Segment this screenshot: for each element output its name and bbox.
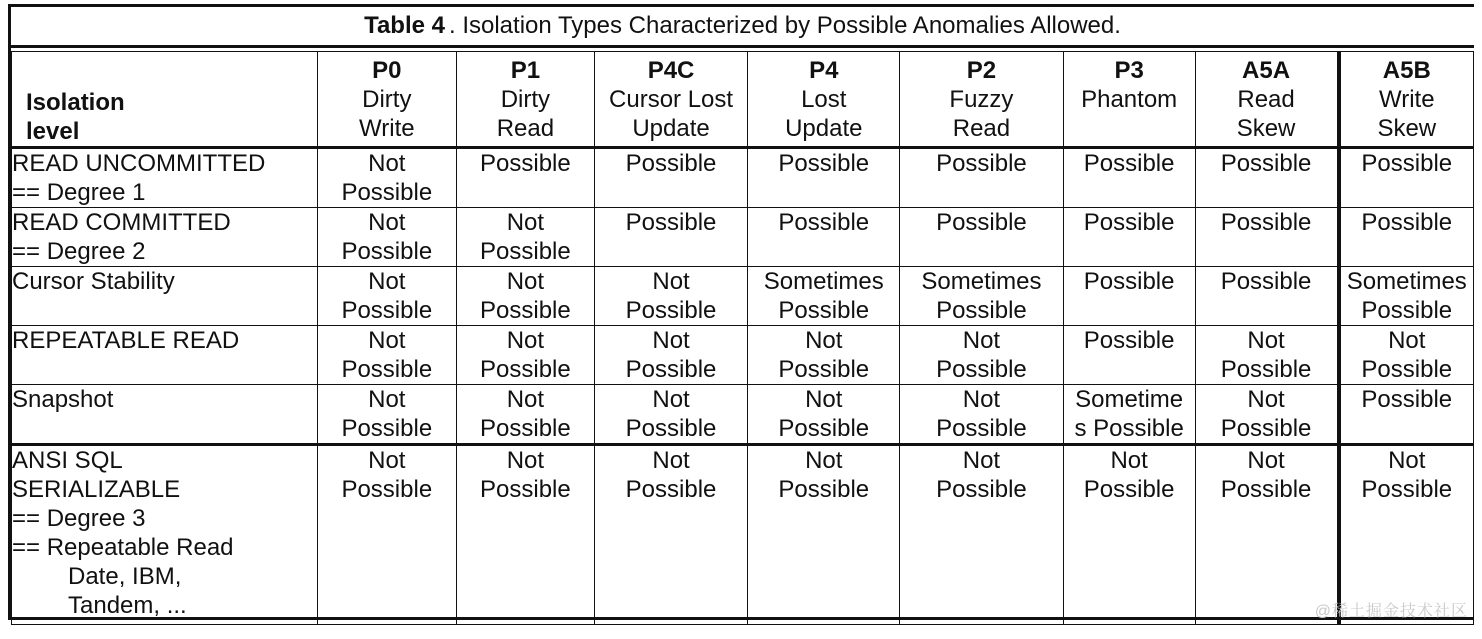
anomaly-cell-line: Not — [368, 447, 406, 474]
anomaly-cell — [1195, 148, 1339, 208]
isolation-level-cell — [12, 208, 318, 267]
anomaly-cell — [594, 445, 748, 625]
anomaly-cell — [748, 326, 900, 385]
anomaly-cell-line: Not — [1388, 447, 1426, 474]
column-header-p4c — [594, 52, 748, 148]
anomaly-cell-line: Possible — [341, 476, 433, 503]
anomaly-cell-line: Possible — [341, 297, 433, 324]
anomaly-cell-line: Not — [368, 209, 406, 236]
anomaly-cell-line: Not — [1110, 447, 1148, 474]
anomaly-cell — [1339, 267, 1474, 326]
anomaly-cell-line: Possible — [1083, 268, 1175, 295]
isolation-level-line: ANSI SQL — [12, 447, 123, 474]
anomaly-cell-line: Possible — [625, 356, 717, 383]
anomaly-cell-line: Not — [506, 209, 545, 236]
anomaly-cell-line: Possible — [936, 356, 1027, 383]
anomaly-cell-line: Not — [1247, 327, 1285, 354]
anomaly-cell — [1063, 445, 1195, 625]
anomaly-cell — [457, 445, 595, 625]
anomaly-cell — [1063, 148, 1195, 208]
anomaly-cell — [317, 385, 457, 445]
anomaly-cell — [900, 208, 1064, 267]
anomaly-cell-line: Possible — [1361, 150, 1453, 177]
anomaly-cell — [1195, 385, 1339, 445]
anomaly-cell-line: Possible — [625, 297, 717, 324]
caption-label: Table 4 — [364, 12, 445, 39]
anomaly-cell-line: Possible — [778, 150, 870, 177]
anomaly-cell-line: Sometimes — [763, 268, 884, 295]
anomaly-cell-line: Possible — [1083, 209, 1175, 236]
anomaly-cell-line: Possible — [1361, 209, 1453, 236]
anomaly-cell-line: Possible — [778, 209, 870, 236]
anomaly-cell-line: Not — [368, 327, 406, 354]
column-header-a5b — [1339, 52, 1474, 148]
column-name-line: Read — [496, 115, 555, 142]
anomaly-cell-line: Possible — [625, 150, 717, 177]
isolation-table — [11, 51, 1474, 625]
column-name-line: Dirty — [500, 86, 551, 113]
anomaly-cell-line: Not — [368, 268, 406, 295]
column-code: A5A — [1242, 57, 1291, 84]
isolation-level-cell — [12, 385, 318, 445]
anomaly-cell-line: Possible — [1361, 476, 1453, 503]
isolation-level-line: SERIALIZABLE — [12, 476, 181, 503]
header-row — [12, 52, 1474, 148]
caption-text: . Isolation Types Characterized by Possible Anomalies Allowed. — [449, 12, 1121, 39]
anomaly-cell — [1063, 326, 1195, 385]
table-row — [12, 208, 1474, 267]
anomaly-cell-line: Possible — [936, 476, 1027, 503]
anomaly-cell-line: Not — [652, 447, 690, 474]
isolation-level-line: == Repeatable Read — [12, 534, 234, 561]
anomaly-cell-line: Not — [368, 386, 406, 413]
column-name-line: Skew — [1236, 115, 1296, 142]
anomaly-cell-line: Possible — [341, 238, 433, 265]
anomaly-cell-line: Possible — [1361, 356, 1453, 383]
anomaly-cell-line: Possible — [778, 356, 870, 383]
isolation-level-cell — [12, 267, 318, 326]
anomaly-cell — [1063, 267, 1195, 326]
column-name-line: Write — [1379, 86, 1435, 113]
column-header-p2 — [900, 52, 1064, 148]
anomaly-cell — [748, 385, 900, 445]
anomaly-cell-line: Possible — [1220, 356, 1312, 383]
anomaly-cell — [457, 326, 595, 385]
column-header-a5a — [1195, 52, 1339, 148]
level-header-line: level — [26, 118, 80, 145]
anomaly-cell-line: Sometime — [1075, 386, 1184, 413]
isolation-level-line: == Degree 3 — [12, 505, 146, 532]
anomaly-cell-line: Possible — [1220, 476, 1312, 503]
anomaly-cell — [900, 326, 1064, 385]
anomaly-cell — [748, 267, 900, 326]
anomaly-cell-line: Possible — [1361, 297, 1453, 324]
anomaly-cell — [1339, 326, 1474, 385]
anomaly-cell-line: Not — [652, 268, 690, 295]
column-name-line: Cursor Lost — [609, 86, 734, 113]
anomaly-cell-line: Possible — [1220, 415, 1312, 442]
anomaly-cell — [748, 445, 900, 625]
column-header-p4 — [748, 52, 900, 148]
anomaly-cell-line: Possible — [1083, 150, 1175, 177]
anomaly-cell-line: Not — [962, 447, 1001, 474]
table-row — [12, 148, 1474, 208]
isolation-level-line: READ COMMITTED — [12, 209, 231, 236]
anomaly-cell — [1195, 326, 1339, 385]
anomaly-cell — [317, 208, 457, 267]
anomaly-cell — [1063, 385, 1195, 445]
anomaly-cell-line: Sometimes — [921, 268, 1042, 295]
isolation-level-cell — [12, 326, 318, 385]
table-row — [12, 326, 1474, 385]
anomaly-cell-line: Not — [368, 150, 406, 177]
anomaly-cell-line: Not — [1247, 447, 1285, 474]
anomaly-cell-line: s Possible — [1074, 415, 1184, 442]
anomaly-cell-line: Possible — [625, 476, 717, 503]
anomaly-cell-line: Not — [652, 386, 690, 413]
anomaly-cell — [594, 267, 748, 326]
anomaly-cell-line: Possible — [1361, 386, 1453, 413]
isolation-level-cell — [12, 445, 318, 625]
anomaly-cell-line: Possible — [1220, 150, 1312, 177]
table-row — [12, 385, 1474, 445]
column-header-p0 — [317, 52, 457, 148]
anomaly-cell-line: Possible — [936, 415, 1027, 442]
anomaly-cell-line: Possible — [341, 415, 433, 442]
anomaly-cell-line: Not — [1388, 327, 1426, 354]
anomaly-cell-line: Possible — [625, 415, 717, 442]
isolation-level-line: Snapshot — [12, 386, 114, 413]
anomaly-cell — [1195, 267, 1339, 326]
table-body — [12, 148, 1474, 625]
isolation-level-line: Tandem, ... — [68, 592, 187, 619]
isolation-level-cell — [12, 148, 318, 208]
anomaly-cell-line: Possible — [778, 297, 870, 324]
column-name-line: Update — [785, 115, 863, 142]
anomaly-cell-line: Not — [506, 268, 545, 295]
anomaly-cell — [594, 208, 748, 267]
anomaly-cell-line: Possible — [1083, 327, 1175, 354]
column-name-line: Fuzzy — [949, 86, 1014, 113]
anomaly-cell — [457, 148, 595, 208]
anomaly-cell — [900, 445, 1064, 625]
anomaly-cell-line: Possible — [778, 415, 870, 442]
column-name-line: Read — [952, 115, 1011, 142]
table-caption — [11, 7, 1474, 48]
column-code: P4 — [809, 57, 839, 84]
column-code: P3 — [1114, 57, 1144, 84]
level-header-line: Isolation — [26, 89, 125, 116]
anomaly-cell-line: Not — [805, 327, 843, 354]
anomaly-cell — [457, 385, 595, 445]
anomaly-cell-line: Possible — [936, 297, 1027, 324]
isolation-level-header — [12, 52, 318, 148]
anomaly-cell — [1339, 148, 1474, 208]
anomaly-cell — [748, 208, 900, 267]
anomaly-cell-line: Possible — [1220, 209, 1312, 236]
anomaly-cell — [748, 148, 900, 208]
anomaly-cell-line: Possible — [480, 297, 571, 324]
column-header-p1 — [457, 52, 595, 148]
column-name-line: Write — [359, 115, 415, 142]
anomaly-cell — [900, 385, 1064, 445]
anomaly-cell-line: Possible — [1083, 476, 1175, 503]
table-row — [12, 267, 1474, 326]
anomaly-cell — [594, 385, 748, 445]
isolation-level-line: READ UNCOMMITTED — [12, 150, 266, 177]
anomaly-cell — [900, 267, 1064, 326]
column-name-line: Lost — [801, 86, 847, 113]
anomaly-cell — [317, 445, 457, 625]
anomaly-cell-line: Possible — [341, 179, 433, 206]
anomaly-cell-line: Not — [652, 327, 690, 354]
isolation-level-line: == Degree 1 — [12, 179, 146, 206]
isolation-level-line: Date, IBM, — [68, 563, 182, 590]
anomaly-cell-line: Sometimes — [1346, 268, 1467, 295]
watermark: @稀土掘金技术社区 — [1314, 603, 1468, 620]
isolation-level-line: == Degree 2 — [12, 238, 146, 265]
anomaly-cell — [900, 148, 1064, 208]
anomaly-cell-line: Not — [962, 386, 1001, 413]
column-code: A5B — [1382, 57, 1431, 84]
column-code: P0 — [372, 57, 402, 84]
column-code: P1 — [510, 57, 541, 84]
anomaly-cell — [1195, 208, 1339, 267]
column-name-line: Skew — [1377, 115, 1437, 142]
anomaly-cell-line: Possible — [625, 209, 717, 236]
column-code: P4C — [647, 57, 695, 84]
column-name-line: Dirty — [362, 86, 412, 113]
column-header-p3 — [1063, 52, 1195, 148]
anomaly-cell-line: Not — [962, 327, 1001, 354]
anomaly-cell — [1063, 208, 1195, 267]
anomaly-cell-line: Possible — [1220, 268, 1312, 295]
anomaly-cell-line: Possible — [480, 476, 571, 503]
anomaly-cell-line: Not — [1247, 386, 1285, 413]
anomaly-cell-line: Possible — [480, 150, 571, 177]
anomaly-cell-line: Possible — [480, 415, 571, 442]
column-name-line: Phantom — [1081, 86, 1178, 113]
anomaly-cell-line: Not — [506, 447, 545, 474]
column-code: P2 — [966, 57, 997, 84]
table-row — [12, 445, 1474, 625]
anomaly-cell-line: Possible — [936, 150, 1027, 177]
anomaly-cell — [594, 326, 748, 385]
anomaly-cell — [457, 267, 595, 326]
anomaly-cell-line: Not — [506, 327, 545, 354]
column-name-line: Update — [632, 115, 710, 142]
anomaly-cell — [594, 148, 748, 208]
anomaly-cell — [457, 208, 595, 267]
anomaly-cell — [1339, 208, 1474, 267]
anomaly-cell — [1339, 385, 1474, 445]
anomaly-cell-line: Possible — [778, 476, 870, 503]
anomaly-cell-line: Not — [506, 386, 545, 413]
anomaly-cell — [317, 326, 457, 385]
column-name-line: Read — [1237, 86, 1295, 113]
anomaly-cell-line: Not — [805, 447, 843, 474]
anomaly-cell — [317, 148, 457, 208]
anomaly-cell — [317, 267, 457, 326]
anomaly-cell-line: Possible — [936, 209, 1027, 236]
table-frame — [8, 4, 1474, 620]
isolation-level-line: Cursor Stability — [12, 268, 175, 295]
isolation-level-line: REPEATABLE READ — [12, 327, 240, 354]
anomaly-cell-line: Possible — [480, 238, 571, 265]
anomaly-cell-line: Not — [805, 386, 843, 413]
anomaly-cell-line: Possible — [341, 356, 433, 383]
anomaly-cell-line: Possible — [480, 356, 571, 383]
